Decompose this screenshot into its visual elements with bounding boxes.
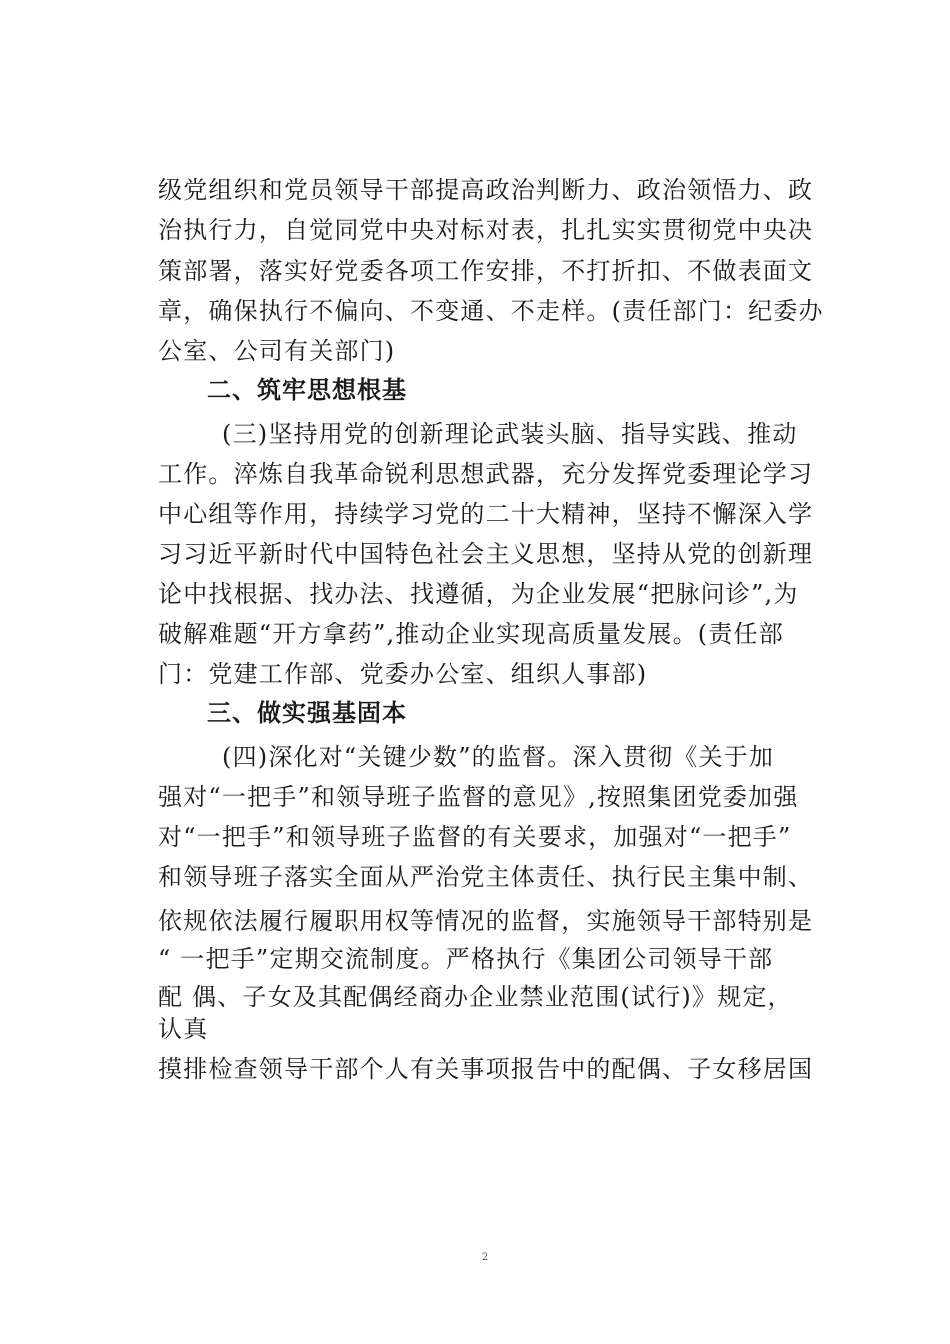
- paragraph-1-line-5: 公室、公司有关部门): [158, 337, 396, 365]
- paragraph-3-line-9: 摸排检查领导干部个人有关事项报告中的配偶、子女移居国: [158, 1055, 814, 1083]
- paragraph-2-line-7: 门：党建工作部、党委办公室、组织人事部): [158, 660, 648, 688]
- paragraph-2-line-4: 习习近平新时代中国特色社会主义思想，坚持从党的创新理: [158, 540, 814, 568]
- paragraph-2-line-6: 破解难题“开方拿药”,推动企业实现高质量发展。(责任部: [158, 620, 784, 648]
- paragraph-3-line-6: “ 一把手”定期交流制度。严格执行《集团公司领导干部: [158, 945, 774, 973]
- paragraph-3-line-1: (四)深化对“关键少数”的监督。深入贯彻《关于加: [222, 743, 775, 771]
- paragraph-2-line-5: 论中找根据、找办法、找遵循，为企业发展“把脉问诊”,为: [158, 580, 799, 608]
- paragraph-3-line-4: 和领导班子落实全面从严治党主体责任、执行民主集中制、: [158, 863, 814, 891]
- paragraph-1-line-2: 治执行力，自觉同党中央对标对表，扎扎实实贯彻党中央决: [158, 216, 814, 244]
- paragraph-1-line-1: 级党组织和党员领导干部提高政治判断力、政治领悟力、政: [158, 176, 814, 204]
- paragraph-3-line-7: 配 偶、子女及其配偶经商办企业禁业范围(试行)》规定，: [158, 983, 793, 1011]
- paragraph-3-line-2: 强对“一把手”和领导班子监督的意见》,按照集团党委加强: [158, 783, 799, 811]
- paragraph-2-line-1: (三)坚持用党的创新理论武装头脑、指导实践、推动: [222, 420, 798, 448]
- paragraph-1-line-4: 章，确保执行不偏向、不变通、不走样。(责任部门：纪委办: [158, 297, 824, 325]
- paragraph-2-line-3: 中心组等作用，持续学习党的二十大精神，坚持不懈深入学: [158, 500, 814, 528]
- paragraph-3-line-8: 认真: [158, 1015, 209, 1043]
- paragraph-3-line-5: 依规依法履行履职用权等情况的监督，实施领导干部特别是: [158, 907, 814, 935]
- paragraph-1-line-3: 策部署，落实好党委各项工作安排，不打折扣、不做表面文: [158, 257, 814, 285]
- section-heading-2: 二、筑牢思想根基: [207, 376, 407, 404]
- page-number: 2: [481, 1252, 489, 1263]
- paragraph-2-line-2: 工作。淬炼自我革命锐利思想武器，充分发挥党委理论学习: [158, 460, 814, 488]
- section-heading-3: 三、做实强基固本: [207, 699, 407, 727]
- paragraph-3-line-3: 对“一把手”和领导班子监督的有关要求，加强对“一把手”: [158, 823, 792, 851]
